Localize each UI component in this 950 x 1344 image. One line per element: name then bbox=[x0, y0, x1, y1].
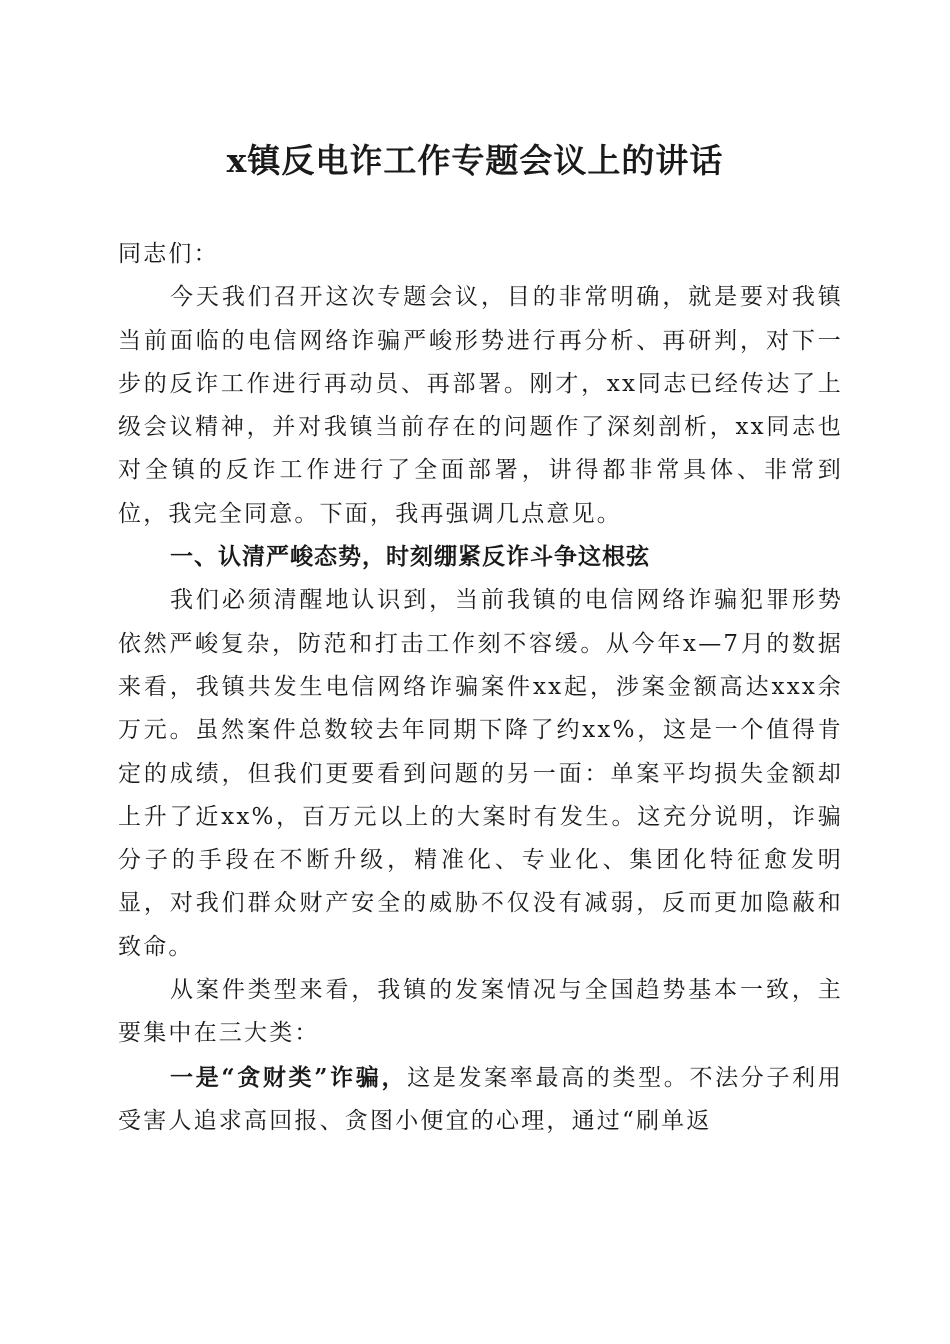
section-1-paragraph-1: 我们必须清醒地认识到，当前我镇的电信网络诈骗犯罪形势依然严峻复杂，防范和打击工作刻不容缓。从今年x—7月的数据来看，我镇共发生电信网络诈骗案件xx起，涉案金额高达xxx余万元。虽然案件总数较去年同期下降了约xx%，这是一个值得肯定的成绩，但我们更要看到问题的另一面：单案平均损失金额却上升了近xx%，百万元以上的大案时有发生。这充分说明，诈骗分子的手段在不断升级，精准化、专业化、集团化特征愈发明显，对我们群众财产安全的威胁不仅没有减弱，反而更加隐蔽和致命。 bbox=[118, 587, 843, 960]
intro-paragraph: 今天我们召开这次专题会议，目的非常明确，就是要对我镇当前面临的电信网络诈骗严峻形势进行再分析、再研判，对下一步的反诈工作进行再动员、再部署。刚才，xx同志已经传达了上级会议精神，并对我镇当前存在的问题作了深刻剖析，xx同志也对全镇的反诈工作进行了全面部署，讲得都非常具体、非常到位，我完全同意。下面，我再强调几点意见。 bbox=[118, 284, 843, 527]
salutation: 同志们： bbox=[118, 241, 219, 267]
document-title: x镇反电诈工作专题会议上的讲话 bbox=[226, 141, 724, 180]
section-1-paragraph-2: 从案件类型来看，我镇的发案情况与全国趋势基本一致，主要集中在三大类： bbox=[118, 977, 843, 1047]
section-heading-1: 一、认清严峻态势，时刻绷紧反诈斗争这根弦 bbox=[170, 544, 650, 571]
document-body bbox=[118, 233, 843, 1143]
point-1-paragraph bbox=[118, 1056, 843, 1144]
point-1-text: 这是发案率最高的类型。不法分子利用受害人追求高回报、贪图小便宜的心理，通过“刷单返 bbox=[118, 1064, 843, 1134]
point-1-lead: 一是“贪财类”诈骗， bbox=[170, 1063, 408, 1091]
